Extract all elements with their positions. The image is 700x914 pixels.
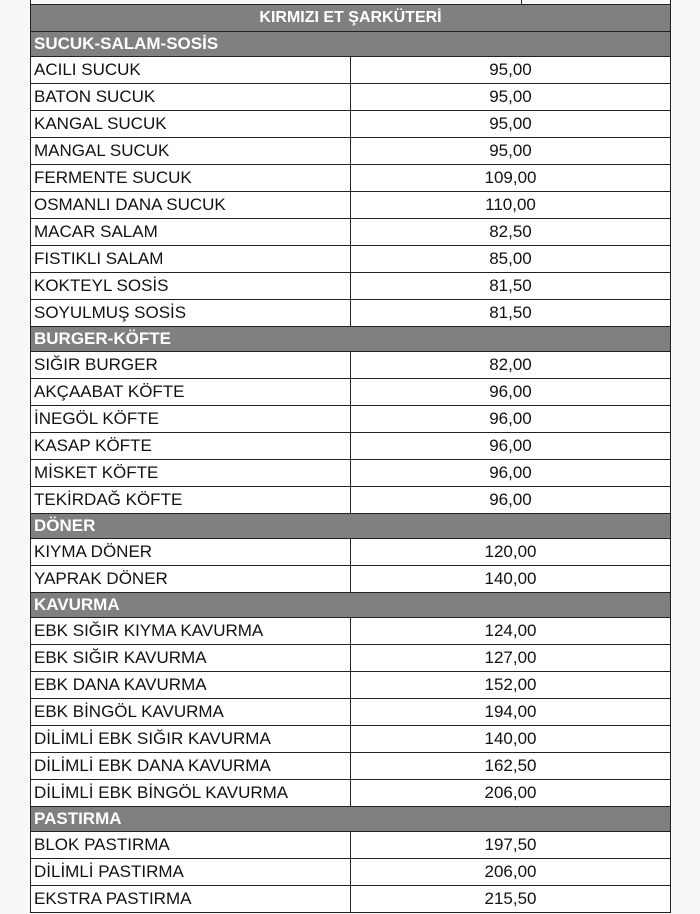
product-price-cell: 82,00 xyxy=(351,352,671,379)
table-row xyxy=(31,566,671,593)
product-price-cell: 152,00 xyxy=(351,672,671,699)
product-name-cell: DİLİMLİ EBK DANA KAVURMA xyxy=(31,753,351,780)
price-table-body xyxy=(31,5,671,913)
section-header-row xyxy=(31,32,671,57)
product-name-cell: BATON SUCUK xyxy=(31,84,351,111)
product-price-cell: 162,50 xyxy=(351,753,671,780)
product-price-cell: 95,00 xyxy=(351,57,671,84)
section-header-row xyxy=(31,327,671,352)
product-price-cell: 127,00 xyxy=(351,645,671,672)
product-name-cell: EKSTRA PASTIRMA xyxy=(31,886,351,913)
table-row xyxy=(31,460,671,487)
product-name-cell: AKÇAABAT KÖFTE xyxy=(31,379,351,406)
product-price-cell: 96,00 xyxy=(351,487,671,514)
section-title: PASTIRMA xyxy=(31,807,671,832)
section-title: KAVURMA xyxy=(31,593,671,618)
table-row xyxy=(31,699,671,726)
table-row xyxy=(31,539,671,566)
product-price-cell: 96,00 xyxy=(351,379,671,406)
price-table xyxy=(30,4,671,913)
product-name-cell: KOKTEYL SOSİS xyxy=(31,273,351,300)
price-list-sheet xyxy=(30,0,671,913)
section-header-row xyxy=(31,514,671,539)
product-name-cell: EBK SIĞIR KIYMA KAVURMA xyxy=(31,618,351,645)
table-row xyxy=(31,645,671,672)
product-name-cell: DİLİMLİ EBK BİNGÖL KAVURMA xyxy=(31,780,351,807)
product-price-cell: 96,00 xyxy=(351,433,671,460)
product-price-cell: 82,50 xyxy=(351,219,671,246)
table-row xyxy=(31,618,671,645)
section-header-row xyxy=(31,593,671,618)
table-title-row xyxy=(31,5,671,32)
product-name-cell: EBK BİNGÖL KAVURMA xyxy=(31,699,351,726)
product-price-cell: 95,00 xyxy=(351,84,671,111)
product-price-cell: 110,00 xyxy=(351,192,671,219)
table-row xyxy=(31,433,671,460)
table-row xyxy=(31,406,671,433)
product-price-cell: 215,50 xyxy=(351,886,671,913)
product-name-cell: KANGAL SUCUK xyxy=(31,111,351,138)
table-row xyxy=(31,57,671,84)
product-price-cell: 140,00 xyxy=(351,566,671,593)
table-row xyxy=(31,726,671,753)
product-price-cell: 109,00 xyxy=(351,165,671,192)
table-row xyxy=(31,219,671,246)
section-title: SUCUK-SALAM-SOSİS xyxy=(31,32,671,57)
product-name-cell: SOYULMUŞ SOSİS xyxy=(31,300,351,327)
product-price-cell: 124,00 xyxy=(351,618,671,645)
table-row xyxy=(31,780,671,807)
product-name-cell: DİLİMLİ EBK SIĞIR KAVURMA xyxy=(31,726,351,753)
product-price-cell: 81,50 xyxy=(351,300,671,327)
product-price-cell: 96,00 xyxy=(351,460,671,487)
product-name-cell: KASAP KÖFTE xyxy=(31,433,351,460)
product-price-cell: 194,00 xyxy=(351,699,671,726)
product-price-cell: 206,00 xyxy=(351,780,671,807)
product-name-cell: MANGAL SUCUK xyxy=(31,138,351,165)
product-price-cell: 95,00 xyxy=(351,138,671,165)
product-name-cell: EBK DANA KAVURMA xyxy=(31,672,351,699)
previous-row-name-cell xyxy=(31,0,522,4)
table-row xyxy=(31,165,671,192)
table-row xyxy=(31,832,671,859)
table-title: KIRMIZI ET ŞARKÜTERİ xyxy=(31,5,671,32)
previous-row-price-cell xyxy=(522,0,671,4)
product-price-cell: 85,00 xyxy=(351,246,671,273)
product-name-cell: TEKİRDAĞ KÖFTE xyxy=(31,487,351,514)
product-name-cell: DİLİMLİ PASTIRMA xyxy=(31,859,351,886)
section-header-row xyxy=(31,807,671,832)
table-row xyxy=(31,192,671,219)
table-row xyxy=(31,753,671,780)
product-name-cell: YAPRAK DÖNER xyxy=(31,566,351,593)
table-row xyxy=(31,300,671,327)
product-price-cell: 120,00 xyxy=(351,539,671,566)
product-name-cell: MACAR SALAM xyxy=(31,219,351,246)
previous-row-edge xyxy=(30,0,671,4)
product-price-cell: 81,50 xyxy=(351,273,671,300)
product-name-cell: KIYMA DÖNER xyxy=(31,539,351,566)
section-title: DÖNER xyxy=(31,514,671,539)
product-price-cell: 96,00 xyxy=(351,406,671,433)
table-row xyxy=(31,859,671,886)
product-name-cell: OSMANLI DANA SUCUK xyxy=(31,192,351,219)
table-row xyxy=(31,84,671,111)
table-row xyxy=(31,246,671,273)
product-name-cell: BLOK PASTIRMA xyxy=(31,832,351,859)
product-price-cell: 140,00 xyxy=(351,726,671,753)
product-name-cell: SIĞIR BURGER xyxy=(31,352,351,379)
product-name-cell: MİSKET KÖFTE xyxy=(31,460,351,487)
product-name-cell: FERMENTE SUCUK xyxy=(31,165,351,192)
product-name-cell: ACILI SUCUK xyxy=(31,57,351,84)
product-price-cell: 197,50 xyxy=(351,832,671,859)
product-name-cell: FISTIKLI SALAM xyxy=(31,246,351,273)
table-row xyxy=(31,672,671,699)
table-row xyxy=(31,352,671,379)
product-name-cell: İNEGÖL KÖFTE xyxy=(31,406,351,433)
section-title: BURGER-KÖFTE xyxy=(31,327,671,352)
product-name-cell: EBK SIĞIR KAVURMA xyxy=(31,645,351,672)
product-price-cell: 206,00 xyxy=(351,859,671,886)
table-row xyxy=(31,138,671,165)
table-row xyxy=(31,379,671,406)
product-price-cell: 95,00 xyxy=(351,111,671,138)
table-row xyxy=(31,886,671,913)
table-row xyxy=(31,273,671,300)
table-row xyxy=(31,111,671,138)
table-row xyxy=(31,487,671,514)
